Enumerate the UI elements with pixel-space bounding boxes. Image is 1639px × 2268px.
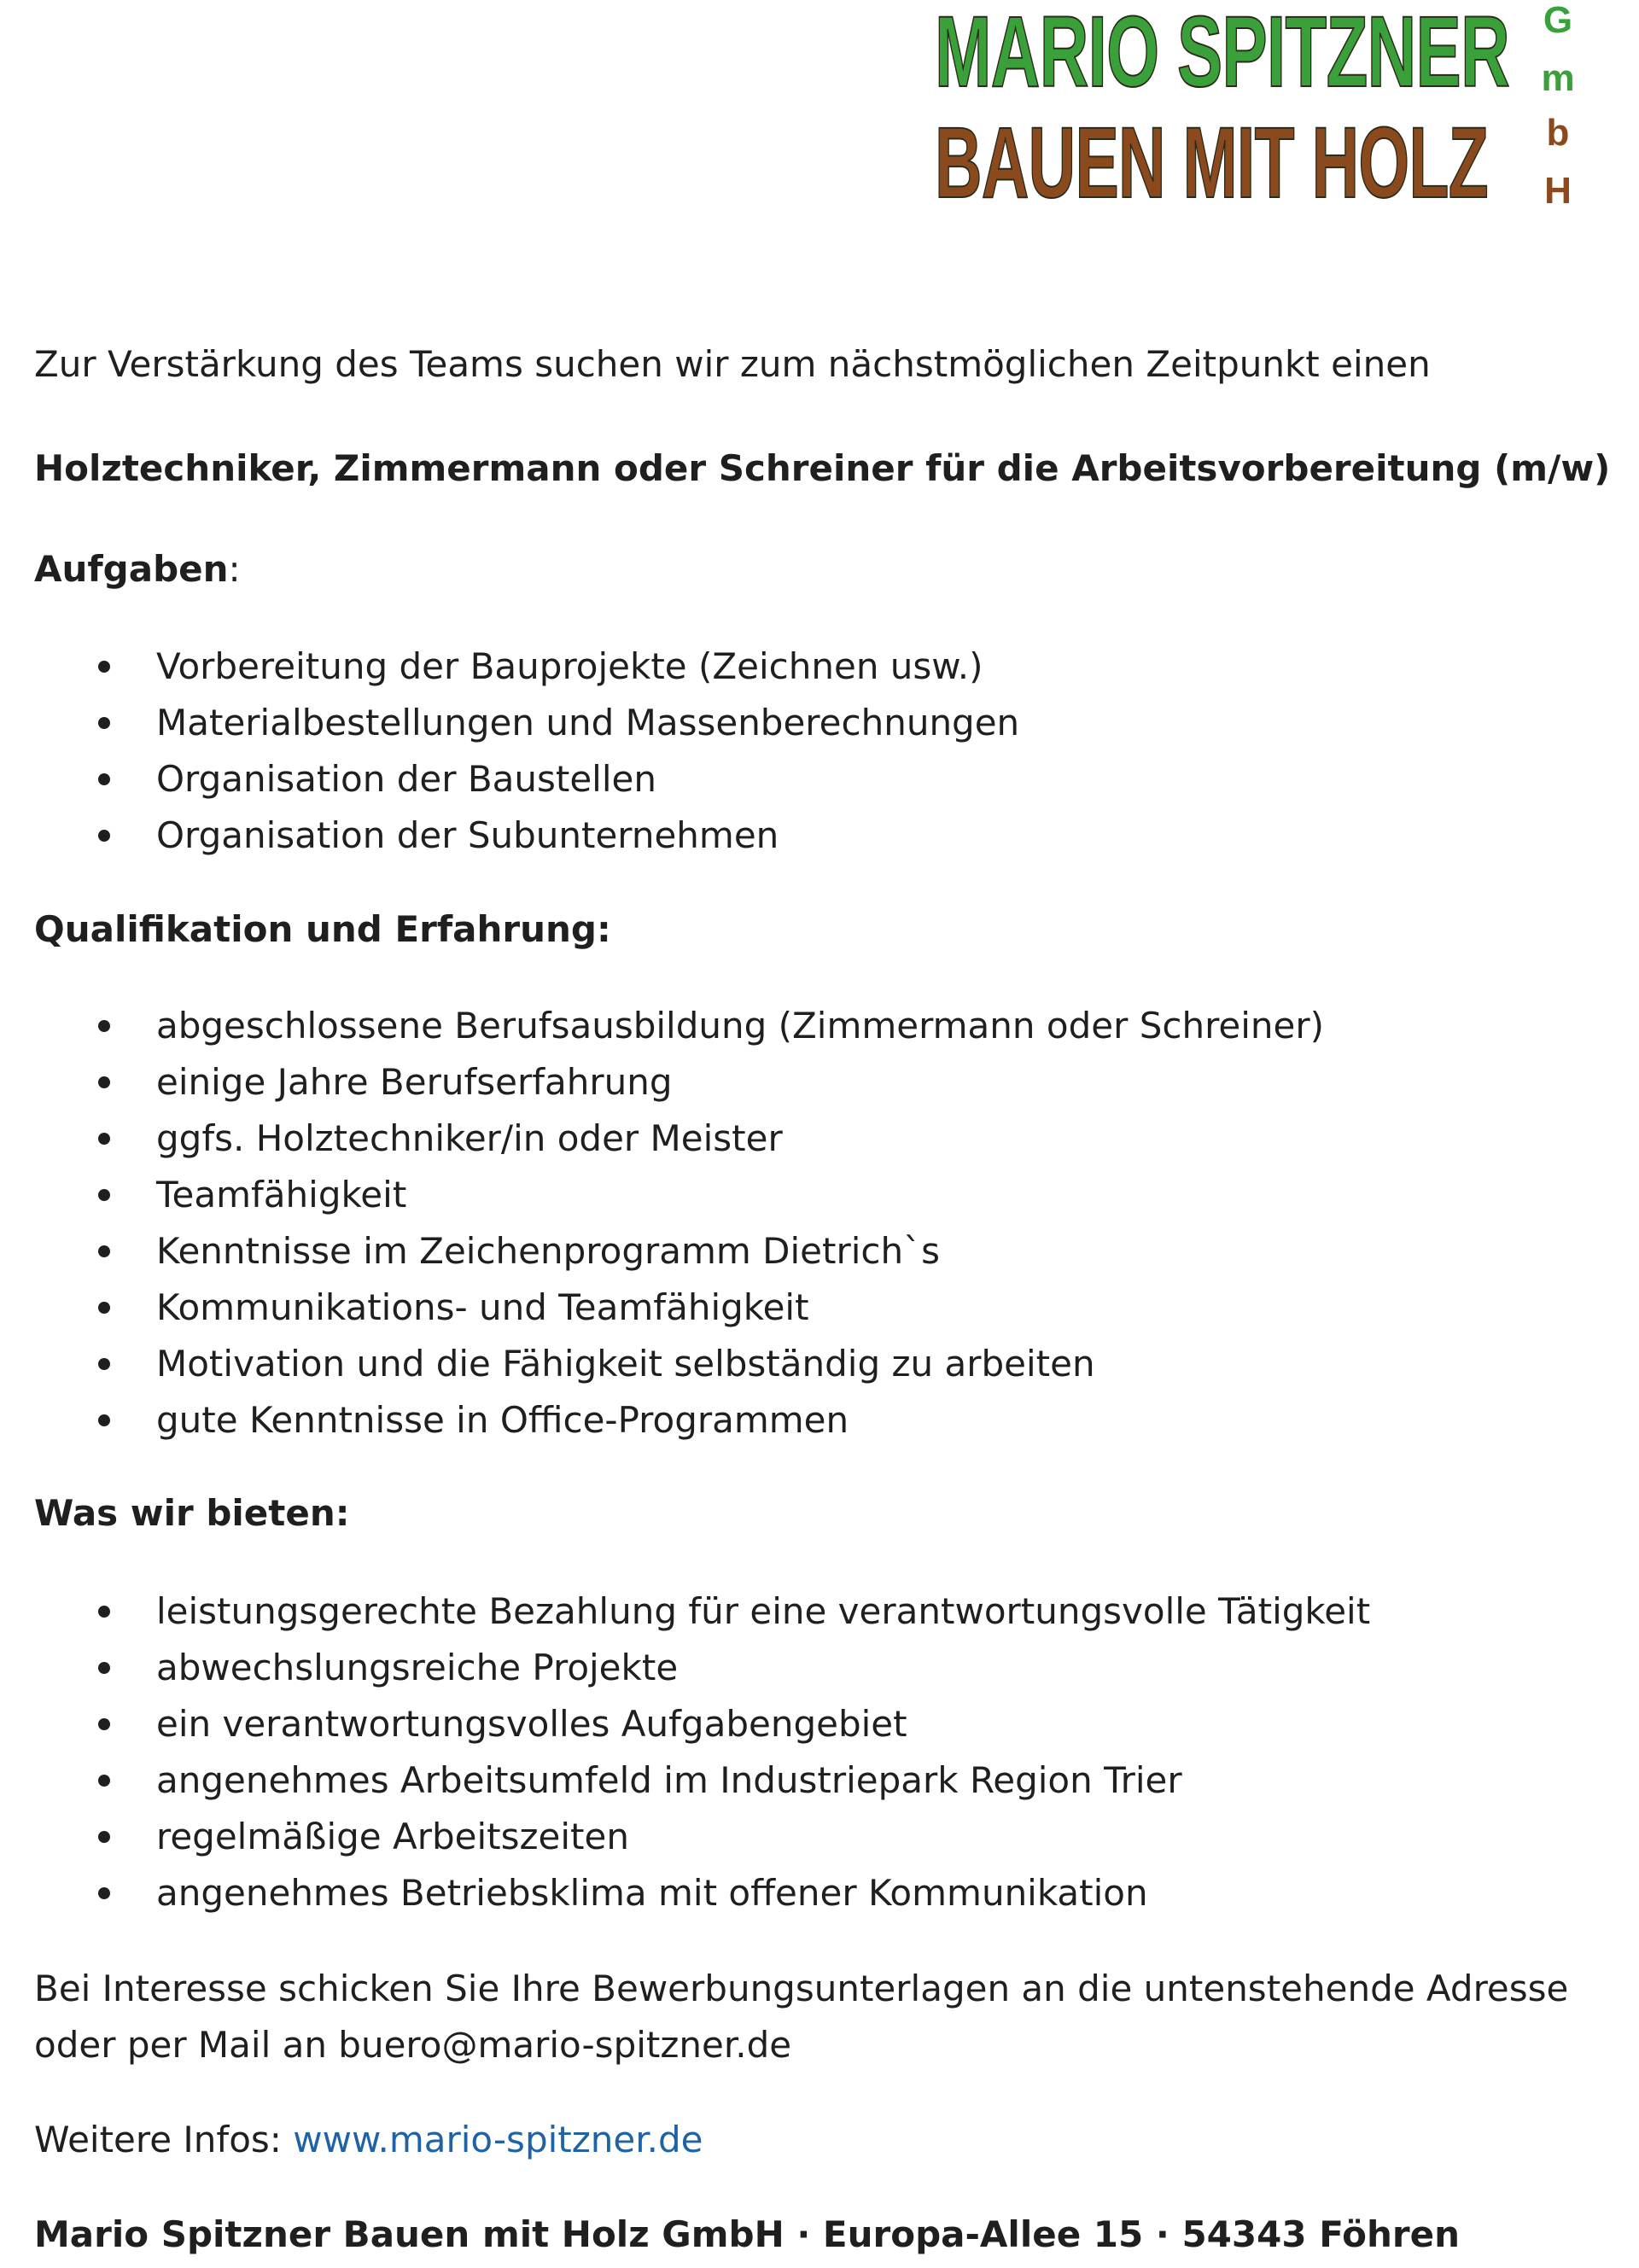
list-item-text: angenehmes Betriebsklima mit offener Kommunikation: [156, 1872, 1148, 1914]
list-item: [34, 808, 1019, 864]
logo-gmbh-letter: b: [1546, 112, 1570, 154]
application-line-1: Bei Interesse schicken Sie Ihre Bewerbungsunterlagen an die untenstehende Adresse: [34, 1968, 1569, 2009]
list-item: [34, 1280, 1324, 1336]
bullet-icon: [98, 1020, 110, 1032]
list-item: [34, 1223, 1324, 1280]
list-item-text: ein verantwortungsvolles Aufgabengebiet: [156, 1703, 907, 1745]
list-item: [34, 1809, 1370, 1865]
list-item-text: angenehmes Arbeitsumfeld im Industriepark Region Trier: [156, 1759, 1182, 1801]
logo-gmbh-letter: G: [1543, 0, 1573, 41]
bullet-icon: [98, 1662, 110, 1674]
website-link[interactable]: www.mario-spitzner.de: [293, 2119, 703, 2160]
bullet-icon: [98, 1775, 110, 1787]
qualifications-list: [34, 998, 1324, 1449]
tasks-heading-label: Aufgaben: [34, 548, 229, 590]
logo-line-name: MARIO SPITZNER: [935, 0, 1510, 108]
list-item-text: regelmäßige Arbeitszeiten: [156, 1816, 629, 1857]
bullet-icon: [98, 1358, 110, 1370]
bullet-icon: [98, 1831, 110, 1843]
bullet-icon: [98, 1133, 110, 1145]
list-item-text: gute Kenntnisse in Office-Programmen: [156, 1399, 849, 1441]
company-logo: [935, 0, 1584, 219]
bullet-icon: [98, 773, 110, 785]
list-item-text: Kenntnisse im Zeichenprogramm Dietrich`s: [156, 1230, 941, 1272]
list-item-text: Organisation der Subunternehmen: [156, 814, 779, 856]
logo-gmbh-letter: m: [1541, 57, 1575, 99]
list-item: [34, 1336, 1324, 1392]
list-item-text: abgeschlossene Berufsausbildung (Zimmermann oder Schreiner): [156, 1005, 1325, 1047]
intro-text: Zur Verstärkung des Teams suchen wir zum nächstmöglichen Zeitpunkt einen: [34, 343, 1431, 385]
offer-heading: Was wir bieten:: [34, 1492, 350, 1534]
list-item-text: Materialbestellungen und Massenberechnungen: [156, 702, 1020, 743]
list-item-text: Kommunikations- und Teamfähigkeit: [156, 1286, 809, 1328]
tasks-heading: [34, 541, 241, 598]
more-info: [34, 2112, 703, 2168]
bullet-icon: [98, 1887, 110, 1899]
bullet-icon: [98, 1414, 110, 1426]
bullet-icon: [98, 1606, 110, 1618]
list-item: [34, 751, 1019, 808]
list-item-text: ggfs. Holztechniker/in oder Meister: [156, 1117, 783, 1159]
list-item-text: Teamfähigkeit: [156, 1174, 407, 1216]
bullet-icon: [98, 1302, 110, 1314]
bullet-icon: [98, 717, 110, 729]
bullet-icon: [98, 1076, 110, 1088]
list-item: [34, 1865, 1370, 1921]
list-item: [34, 998, 1324, 1054]
bullet-icon: [98, 1245, 110, 1257]
list-item: [34, 1583, 1370, 1640]
more-info-label: Weitere Infos:: [34, 2119, 294, 2160]
list-item-text: einige Jahre Berufserfahrung: [156, 1061, 673, 1103]
list-item: [34, 695, 1019, 751]
tasks-list: [34, 638, 1019, 864]
bullet-icon: [98, 1189, 110, 1201]
tasks-heading-colon: :: [228, 548, 241, 590]
list-item-text: Vorbereitung der Bauprojekte (Zeichnen usw.): [156, 645, 983, 687]
list-item: [34, 1167, 1324, 1223]
list-item: [34, 1111, 1324, 1167]
company-address-footer: Mario Spitzner Bauen mit Holz GmbH · Europa-Allee 15 · 54343 Föhren: [34, 2213, 1461, 2255]
list-item-text: Organisation der Baustellen: [156, 758, 656, 800]
list-item: [34, 1392, 1324, 1449]
bullet-icon: [98, 1718, 110, 1730]
offer-list: [34, 1583, 1370, 1921]
list-item: [34, 1054, 1324, 1111]
list-item: [34, 638, 1019, 695]
bullet-icon: [98, 661, 110, 673]
logo-gmbh-letter: H: [1544, 170, 1572, 212]
logo-line-tagline: BAUEN MIT HOLZ: [935, 107, 1489, 219]
qualifications-heading: Qualifikation und Erfahrung:: [34, 908, 611, 950]
job-title: Holztechniker, Zimmermann oder Schreiner für die Arbeitsvorbereitung (m/w): [34, 447, 1611, 489]
list-item-text: leistungsgerechte Bezahlung für eine verantwortungsvolle Tätigkeit: [156, 1590, 1371, 1632]
list-item-text: Motivation und die Fähigkeit selbständig zu arbeiten: [156, 1343, 1095, 1385]
list-item: [34, 1640, 1370, 1696]
bullet-icon: [98, 830, 110, 842]
application-line-2: oder per Mail an buero@mario-spitzner.de: [34, 2024, 792, 2066]
list-item: [34, 1752, 1370, 1809]
list-item: [34, 1696, 1370, 1752]
list-item-text: abwechslungsreiche Projekte: [156, 1647, 679, 1688]
